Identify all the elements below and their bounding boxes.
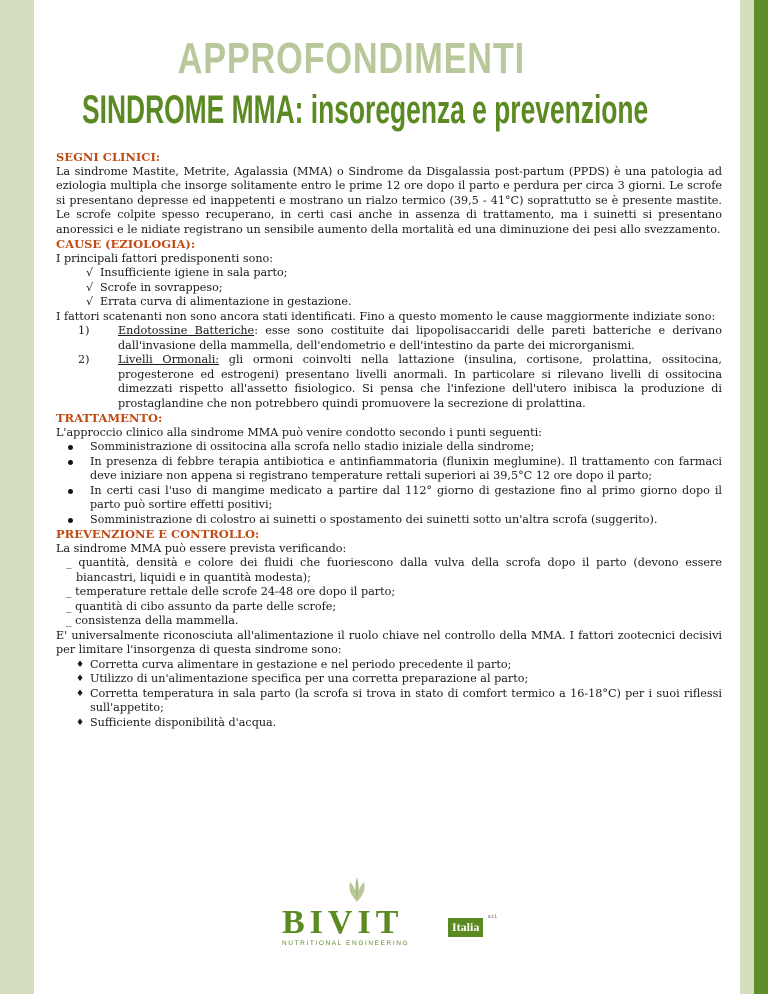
list-item: _ quantità, densità e colore dei fluidi che fuoriescono dalla vulva della scrofa dopo il parto (devono essere biancastri, liquidi e in quantità modesta); — [66, 556, 722, 584]
list-item: Somministrazione di colostro ai suinetti o spostamento dei suinetti sotto un'altra scrofa (suggerito). — [56, 513, 722, 528]
list-item: √ Errata curva di alimentazione in gestazione. — [86, 295, 352, 308]
logo-country-badge: Italia — [448, 918, 483, 937]
leaf-sprout-icon — [342, 876, 372, 904]
prevenzione-intro: La sindrome MMA può essere prevista verificando: — [56, 541, 347, 555]
bullet-icon — [68, 489, 73, 494]
left-decorative-band — [0, 0, 34, 994]
page-title: SINDROME MMA: insoregenza e prevenzione — [82, 88, 649, 132]
list-item: ♦ Corretta curva alimentare in gestazione e nel periodo precedente il parto; — [76, 657, 512, 671]
cause-intro: I principali fattori predisponenti sono: — [56, 251, 274, 265]
section-heading-trattamento: TRATTAMENTO: — [56, 411, 163, 425]
bullet-icon — [68, 445, 73, 450]
bullet-icon — [68, 518, 73, 523]
page-eyebrow: APPROFONDIMENTI — [177, 34, 525, 83]
list-item: 2) Livelli Ormonali: gli ormoni coinvolti nella lattazione (insulina, cortisone, prolattina, ossitocina, progesterone ed estrogeni) presentano livelli anormali. In particolare si rilevano livelli di ossitocina dimezzati rispetto all'assetto fisiologico. Si pensa che l'infezione dell'utero inibisca la produzione di prostaglandine che non potrebbero quindi promuovere la secrezione di prolattina. — [78, 353, 722, 410]
predisposing-factors-list — [56, 266, 722, 310]
diamond-bullet-icon: ♦ — [76, 659, 85, 670]
list-item: In certi casi l'uso di mangime medicato a partire dal 112° giorno di gestazione fino al primo giorno dopo il parto può sortire effetti positivi; — [56, 484, 722, 513]
trattamento-intro: L'approccio clinico alla sindrome MMA può venire condotto secondo i punti seguenti: — [56, 425, 542, 439]
monitoring-list — [56, 556, 722, 629]
treatment-list — [56, 440, 722, 527]
list-item: √ Insufficiente igiene in sala parto; — [86, 266, 288, 279]
segni-paragraph: La sindrome Mastite, Metrite, Agalassia (MMA) o Sindrome da Disgalassia post-partum (PPDS) è una patologia ad eziologia multipla che insorge solitamente entro le prime 12 ore dopo il parto e perdura per circa 3 giorni. Le scrofe si presentano depresse ed inappetenti e mostrano un rialzo termico (39,5 - 41°C) soprattutto se è presente mastite. Le scrofe colpite spesso recuperano, in certi casi anche in assenza di trattamento, ma i suinetti si presentano anoressici e le nidiate registrano un sensibile aumento della mortalità ed una diminuzione dei pesi allo svezzamento. — [56, 164, 722, 236]
section-heading-prevenzione: PREVENZIONE E CONTROLLO: — [56, 527, 260, 541]
list-item: √ Scrofe in sovrappeso; — [86, 280, 223, 294]
section-heading-segni: SEGNI CLINICI: — [56, 150, 161, 164]
document-body — [56, 150, 722, 730]
list-item: Somministrazione di ossitocina alla scrofa nello stadio iniziale della sindrome; — [56, 440, 722, 455]
list-item: 1) Endotossine Batteriche: esse sono costituite dai lipopolisaccaridi delle pareti batteriche e derivano dall'invasione della mammella, dell'endometrio e dell'intestino da parte dei microrganismi. — [78, 324, 722, 352]
cause-term: Endotossine Batteriche — [118, 324, 255, 337]
logo-wordmark: BIVIT — [282, 904, 404, 941]
diamond-bullet-icon: ♦ — [76, 674, 85, 684]
list-item: ♦ Sufficiente disponibilità d'acqua. — [76, 715, 277, 729]
list-item: ♦ Utilizzo di un'alimentazione specifica per una corretta preparazione al parto; — [76, 672, 529, 685]
cause-term: Livelli Ormonali: — [118, 353, 220, 366]
bullet-icon — [68, 460, 73, 465]
diamond-bullet-icon: ♦ — [76, 717, 85, 728]
list-item: _ temperature rettale delle scrofe 24-48 ore dopo il parto; — [66, 585, 396, 598]
logo-legal-suffix: s.r.l. — [488, 914, 498, 920]
cause-trigger-text: I fattori scatenanti non sono ancora stati identificati. Fino a questo momento le cause maggiormente indiziate sono: — [56, 309, 716, 323]
diamond-bullet-icon: ♦ — [76, 688, 85, 699]
check-mark-icon: √ — [86, 266, 94, 279]
right-accent-band — [754, 0, 768, 994]
prevenzione-key-text: E' universalmente riconosciuta all'alimentazione il ruolo chiave nel controllo della MMA. I fattori zootecnici decisivi per limitare l'insorgenza di questa sindrome sono: — [56, 628, 722, 656]
list-item: _ consistenza della mammella. — [66, 614, 239, 627]
check-mark-icon: √ — [86, 280, 94, 294]
suspected-causes-list — [56, 324, 722, 411]
bivit-logo — [282, 876, 512, 956]
section-heading-cause: CAUSE (EZIOLOGIA): — [56, 237, 196, 251]
list-item: In presenza di febbre terapia antibiotica e antinfiammatoria (flunixin meglumine). Il trattamento con farmaci deve iniziare non appena si registrano temperature rettali superiori ai 39,5°C 12 ore dopo il parto; — [56, 455, 722, 484]
logo-tagline: NUTRITIONAL ENGINEERING — [282, 940, 410, 947]
list-item: ♦ Corretta temperatura in sala parto (la scrofa si trova in stato di comfort termico a 16-18°C) per i suoi riflessi sull'appetito; — [76, 686, 722, 714]
zootechnical-factors-list — [56, 658, 722, 731]
list-item: _ quantità di cibo assunto da parte delle scrofe; — [66, 599, 337, 613]
check-mark-icon: √ — [86, 295, 94, 308]
